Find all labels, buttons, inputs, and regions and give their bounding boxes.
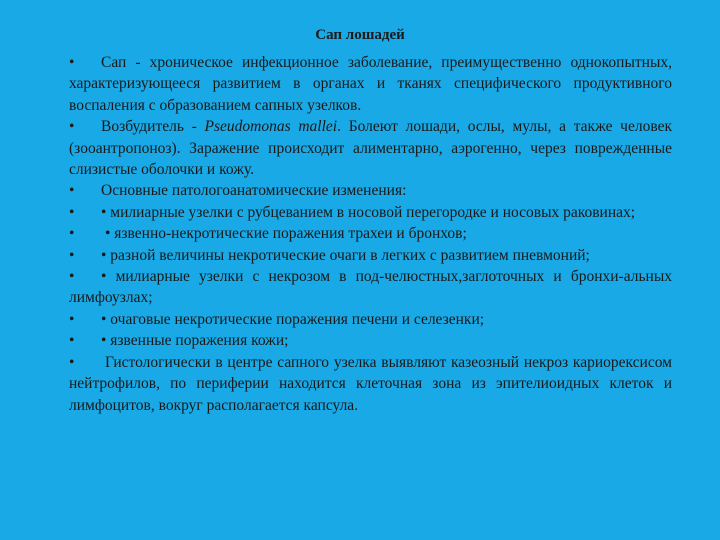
- slide-body: [69, 52, 672, 416]
- bullet-icon: •: [69, 268, 75, 286]
- bullet-icon: •: [69, 353, 75, 371]
- list-item-text: • милиарные узелки с некрозом в под-челюстных,заглоточных и бронхи-альных лимфоузлах;: [69, 268, 672, 307]
- list-item-text: Основные патологоанатомические изменения:: [101, 182, 407, 200]
- bullet-icon: •: [69, 332, 75, 350]
- list-item: [69, 330, 672, 351]
- list-item: [69, 116, 672, 180]
- list-item: [69, 245, 672, 266]
- bullet-icon: •: [69, 54, 75, 71]
- list-item-text: • разной величины некротические очаги в легких с развитием пневмоний;: [101, 246, 590, 264]
- list-item-text: • язвенно-некротические поражения трахеи и бронхов;: [105, 225, 467, 243]
- list-item: [69, 223, 672, 244]
- slide-title: Сап лошадей: [315, 27, 405, 43]
- bullet-icon: •: [69, 182, 75, 200]
- list-item-text: . Болеют лошади, ослы, мулы, а также человек (зооантропоноз). Заражение происходит алиментарно, аэрогенно, через поврежденные слизистые оболочки и кожу.: [69, 118, 672, 179]
- list-item-text: Сап - хроническое инфекционное заболевание, преимущественно однокопытных, характеризующееся развитием в органах и тканях специфического продуктивного воспаления с образованием сапных узелков.: [69, 54, 672, 114]
- list-item: [69, 52, 672, 116]
- list-item: [69, 202, 672, 223]
- bullet-icon: •: [69, 118, 75, 136]
- list-item: [69, 352, 672, 416]
- bullet-icon: •: [69, 246, 75, 264]
- list-item-text: Возбудитель -: [101, 118, 205, 136]
- list-item: [69, 309, 672, 330]
- bullet-icon: •: [69, 203, 75, 221]
- list-item: [69, 266, 672, 309]
- list-item-text: Гистологически в центре сапного узелка выявляют казеозный некроз кариорексисом нейтрофилов, по периферии находится клеточная зона из эпителиоидных клеток и лимфоцитов, вокруг располагается капсула.: [69, 353, 672, 414]
- list-item-text: • очаговые некротические поражения печени и селезенки;: [101, 310, 485, 328]
- pathogen-name: Pseudomonas mallei: [204, 118, 338, 136]
- bullet-icon: •: [69, 225, 75, 243]
- list-item-text: • язвенные поражения кожи;: [101, 332, 289, 350]
- list-item: [69, 180, 672, 201]
- list-item-text: • милиарные узелки с рубцеванием в носовой перегородке и носовых раковинах;: [101, 203, 636, 221]
- bullet-icon: •: [69, 310, 75, 328]
